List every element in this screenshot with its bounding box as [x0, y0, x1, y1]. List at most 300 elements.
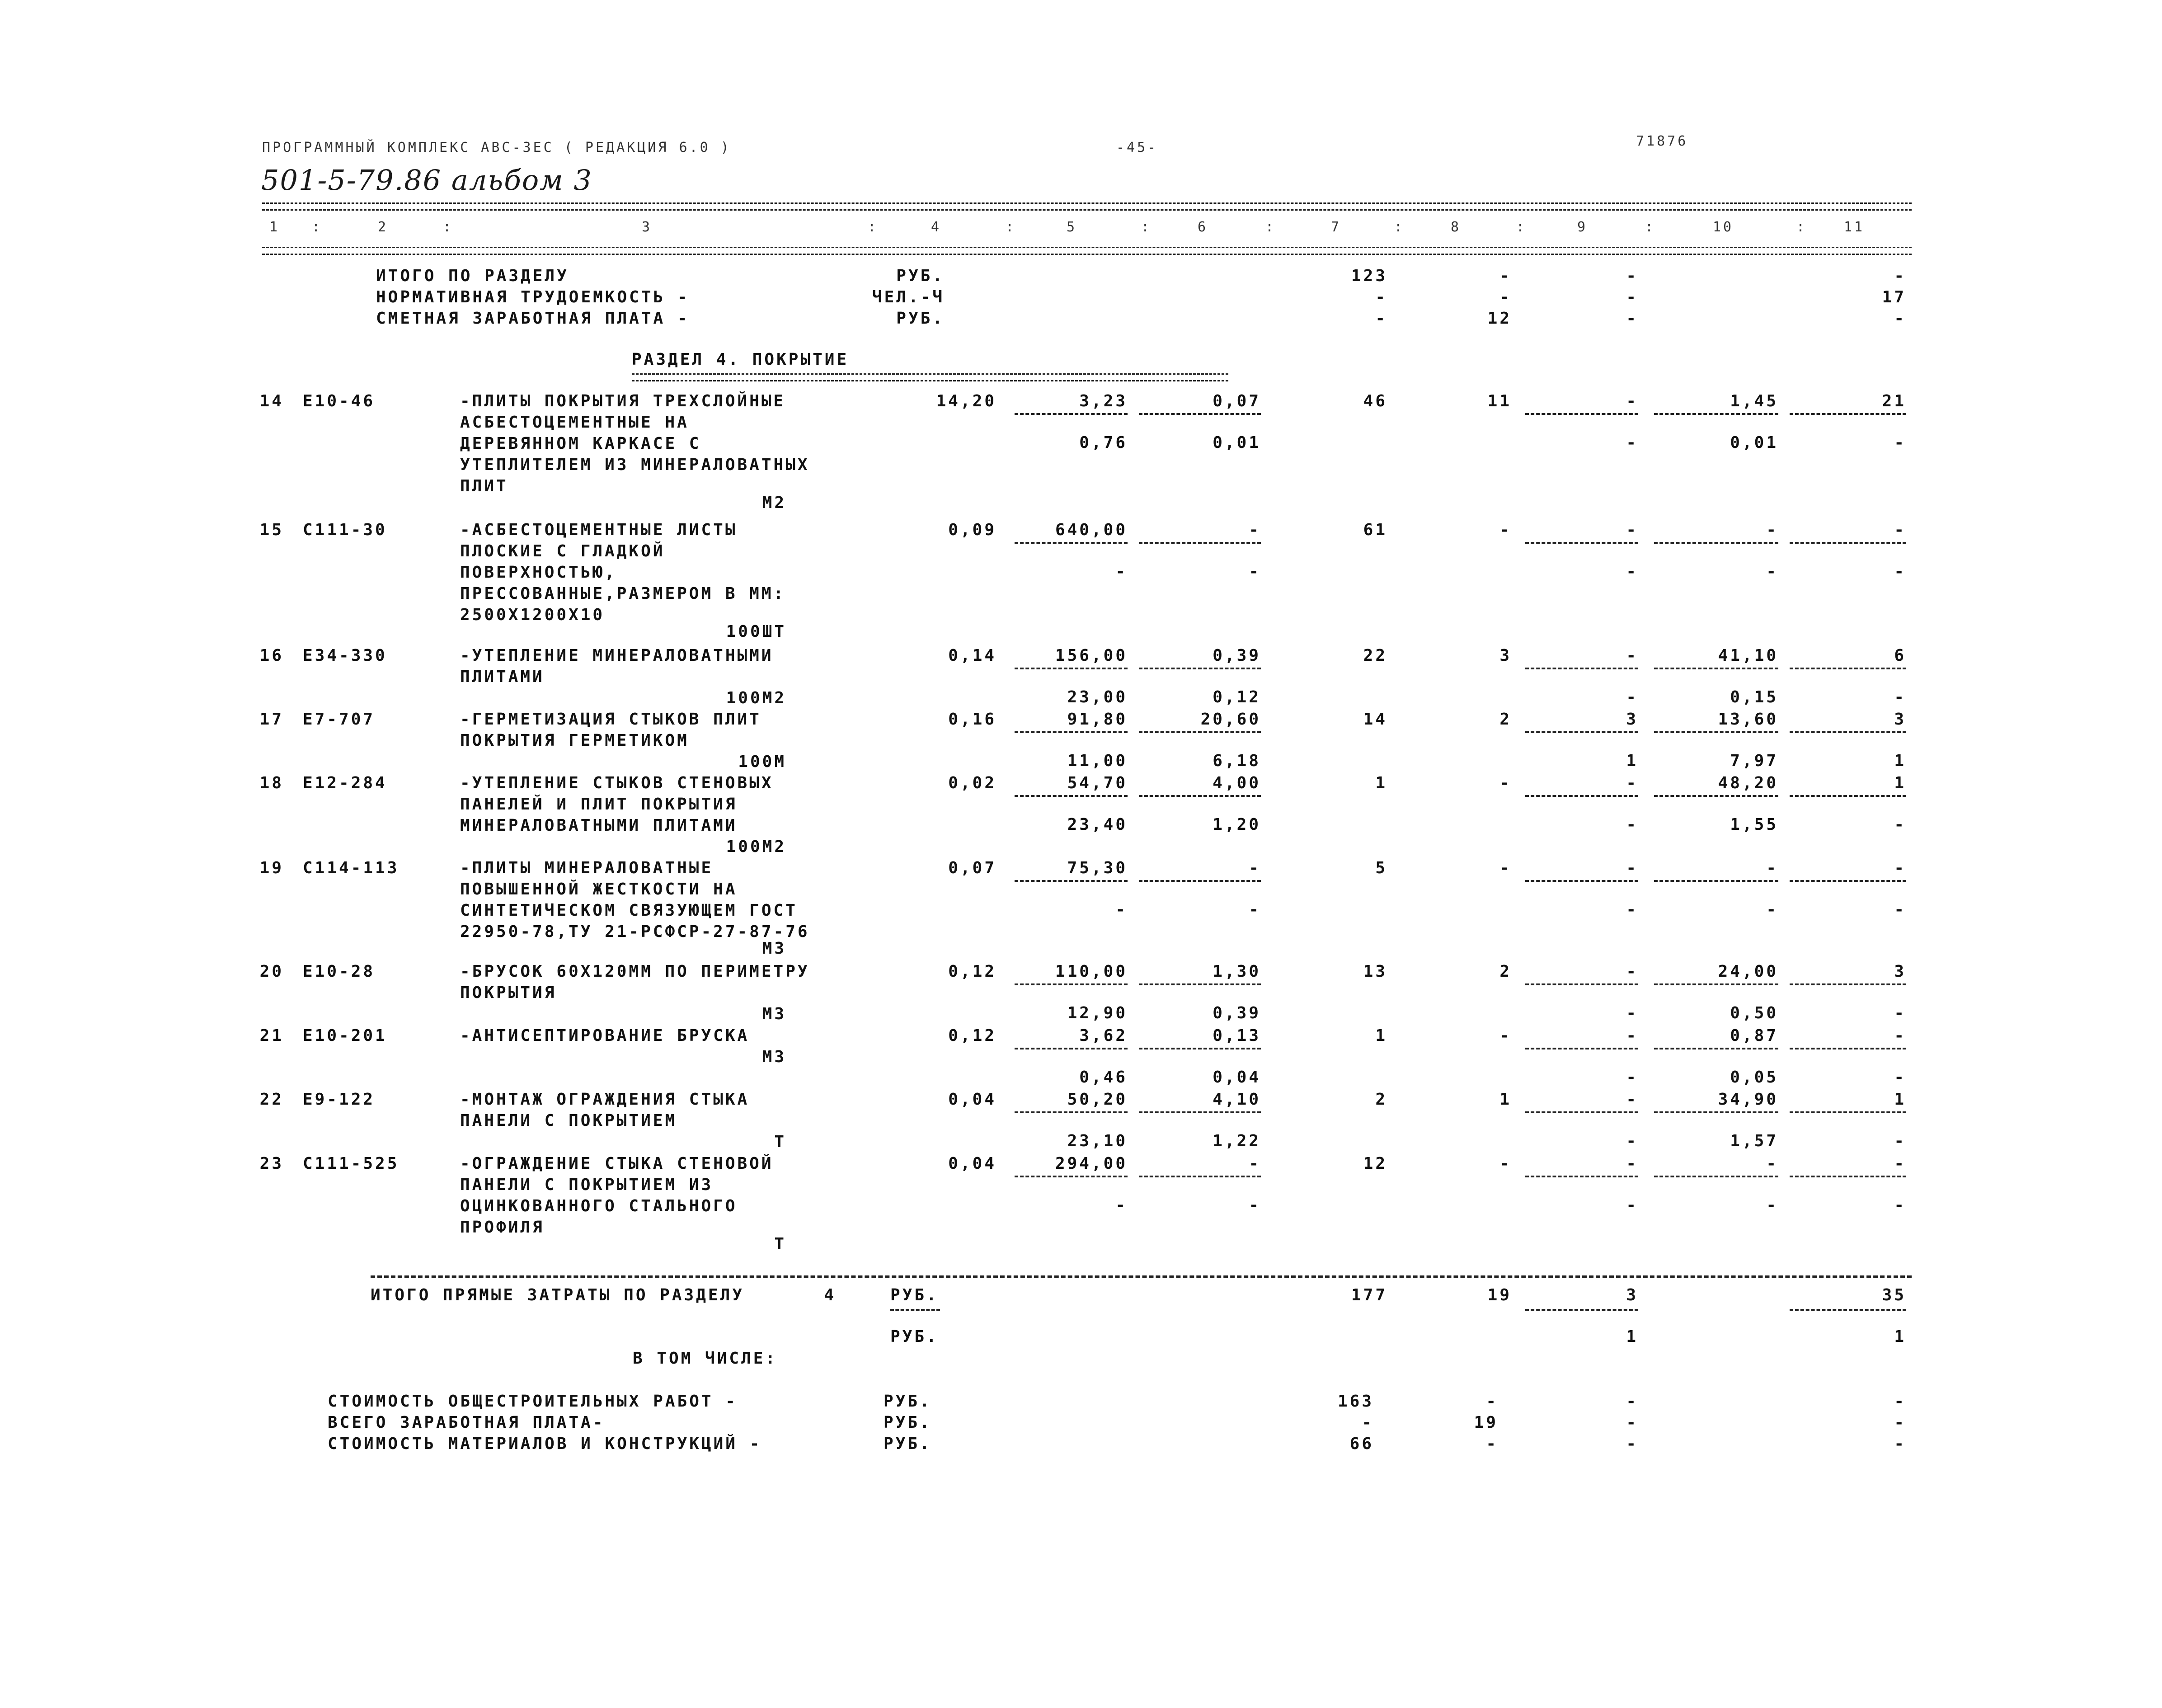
item-labor-machine: 0,01	[1730, 433, 1778, 452]
item-col9-divider	[1525, 1048, 1638, 1049]
breakdown-unit: РУБ.	[884, 1413, 932, 1432]
item-col11-divider	[1790, 795, 1906, 797]
item-unit-machine-wage: 0,01	[1213, 433, 1261, 452]
item-total-labor: 3	[1894, 962, 1906, 981]
total-col8: -	[1499, 267, 1512, 285]
item-col10-divider	[1654, 983, 1778, 985]
item-unit-wage: -	[1115, 900, 1128, 919]
item-code: С111-525	[303, 1154, 400, 1173]
item-col11-divider	[1790, 983, 1906, 985]
item-col9-lower: -	[1626, 1196, 1638, 1214]
item-quantity: 0,09	[948, 521, 996, 539]
item-cost-divider	[1015, 731, 1128, 733]
column-number: 10	[1713, 219, 1734, 235]
item-description: ПРЕССОВАННЫЕ,РАЗМЕРОМ В ММ:	[460, 584, 786, 603]
item-code: Е12-284	[303, 774, 387, 792]
breakdown-col7: 163	[1337, 1392, 1374, 1411]
item-description: 2500Х1200Х10	[460, 606, 605, 624]
item-total-labor-machine: -	[1894, 1132, 1906, 1150]
item-unit-machine-wage: -	[1249, 1196, 1261, 1214]
item-total-wages: 11	[1487, 392, 1512, 410]
item-quantity: 0,16	[948, 710, 996, 729]
header-bottom-rule	[262, 247, 1912, 255]
breakdown-col8: -	[1486, 1435, 1498, 1453]
item-unit-operation: 4,00	[1213, 774, 1261, 792]
item-total-cost: 14	[1363, 710, 1387, 729]
item-total-wages: -	[1499, 774, 1512, 792]
item-col11-divider	[1790, 668, 1906, 669]
item-labor-per-unit: 24,00	[1718, 962, 1778, 981]
direct-costs-col9: 3	[1626, 1286, 1638, 1304]
item-code: Е34-330	[303, 646, 387, 665]
item-quantity: 0,04	[948, 1154, 996, 1173]
item-col9-divider	[1525, 983, 1638, 985]
item-description: -ГЕРМЕТИЗАЦИЯ СТЫКОВ ПЛИТ	[460, 710, 761, 729]
breakdown-col11: -	[1894, 1413, 1906, 1432]
item-cost-divider	[1015, 542, 1128, 544]
item-col9-lower: -	[1626, 815, 1638, 834]
item-quantity: 0,12	[948, 1026, 996, 1045]
breakdown-col8: -	[1486, 1392, 1498, 1411]
item-col9: -	[1626, 1090, 1638, 1109]
item-operation-divider	[1139, 542, 1261, 544]
item-col9-divider	[1525, 880, 1638, 882]
item-unit-wage: -	[1115, 562, 1128, 581]
item-col9: -	[1626, 774, 1638, 792]
item-description: ПАНЕЛИ С ПОКРЫТИЕМ ИЗ	[460, 1176, 714, 1194]
item-cost-divider	[1015, 983, 1128, 985]
item-total-labor: 3	[1894, 710, 1906, 729]
item-col9-lower: -	[1626, 562, 1638, 581]
item-total-cost: 61	[1363, 521, 1387, 539]
column-number: 7	[1331, 219, 1342, 235]
item-unit: М3	[762, 1005, 786, 1023]
item-col9-lower: -	[1626, 1132, 1638, 1150]
including-label: В ТОМ ЧИСЛЕ:	[633, 1349, 778, 1368]
item-col11-divider	[1790, 1111, 1906, 1113]
column-separator: :	[1394, 219, 1405, 235]
direct-costs-col7: 177	[1351, 1286, 1387, 1304]
item-unit-cost: 294,00	[1055, 1154, 1128, 1173]
item-description: -ПЛИТЫ ПОКРЫТИЯ ТРЕХСЛОЙНЫЕ	[460, 392, 786, 410]
item-total-cost: 1	[1375, 1026, 1387, 1045]
item-unit-machine-wage: -	[1249, 562, 1261, 581]
item-description: ПОКРЫТИЯ	[460, 983, 557, 1002]
item-unit-cost: 91,80	[1067, 710, 1128, 729]
breakdown-col8: 19	[1474, 1413, 1498, 1432]
direct-costs-section: 4	[824, 1286, 836, 1304]
column-separator: :	[312, 219, 323, 235]
item-col10-divider	[1654, 880, 1778, 882]
item-operation-divider	[1139, 1048, 1261, 1049]
item-unit-cost: 75,30	[1067, 859, 1128, 877]
section-title: РАЗДЕЛ 4. ПОКРЫТИЕ	[632, 350, 849, 369]
item-total-cost: 2	[1375, 1090, 1387, 1109]
item-unit: М3	[762, 1048, 786, 1066]
total-col7: -	[1375, 288, 1387, 306]
totals-rule	[371, 1275, 1912, 1278]
item-total-cost: 46	[1363, 392, 1387, 410]
item-col11-divider	[1790, 542, 1906, 544]
item-col10-divider	[1654, 1048, 1778, 1049]
item-col10-divider	[1654, 542, 1778, 544]
breakdown-col11: -	[1894, 1435, 1906, 1453]
item-number: 19	[259, 859, 284, 877]
item-col9: -	[1626, 392, 1638, 410]
direct-costs-col9-lower: 1	[1626, 1327, 1638, 1346]
item-number: 14	[259, 392, 284, 410]
item-number: 21	[259, 1026, 284, 1045]
item-unit-machine-wage: 0,12	[1213, 688, 1261, 706]
direct-costs-col11-lower: 1	[1894, 1327, 1906, 1346]
item-unit-cost: 54,70	[1067, 774, 1128, 792]
column-number: 8	[1451, 219, 1462, 235]
item-cost-divider	[1015, 1111, 1128, 1113]
breakdown-col7: -	[1362, 1413, 1374, 1432]
item-code: Е9-122	[303, 1090, 376, 1109]
item-unit-operation: 0,13	[1213, 1026, 1261, 1045]
item-total-wages: -	[1499, 521, 1512, 539]
item-code: Е10-201	[303, 1026, 387, 1045]
item-col9-lower: -	[1626, 1068, 1638, 1087]
item-total-labor: -	[1894, 1154, 1906, 1173]
item-cost-divider	[1015, 795, 1128, 797]
item-total-labor-machine: -	[1894, 1196, 1906, 1214]
item-number: 18	[259, 774, 284, 792]
breakdown-label: СТОИМОСТЬ МАТЕРИАЛОВ И КОНСТРУКЦИЙ -	[328, 1435, 762, 1453]
item-labor-machine: 1,57	[1730, 1132, 1778, 1150]
total-col11: 17	[1882, 288, 1906, 306]
item-labor-per-unit: 48,20	[1718, 774, 1778, 792]
breakdown-label: СТОИМОСТЬ ОБЩЕСТРОИТЕЛЬНЫХ РАБОТ -	[328, 1392, 738, 1411]
item-total-labor-machine: 1	[1894, 752, 1906, 770]
item-number: 20	[259, 962, 284, 981]
item-total-labor: -	[1894, 859, 1906, 877]
column-number: 9	[1577, 219, 1588, 235]
item-col9-lower: -	[1626, 1004, 1638, 1022]
column-separator: :	[443, 219, 454, 235]
total-col9: -	[1626, 288, 1638, 306]
item-labor-per-unit: -	[1766, 859, 1778, 877]
column-separator: :	[1265, 219, 1276, 235]
item-col9-lower: -	[1626, 900, 1638, 919]
item-operation-divider	[1139, 1111, 1261, 1113]
item-quantity: 14,20	[936, 392, 996, 410]
item-unit: 100М2	[726, 689, 786, 707]
item-total-labor: 1	[1894, 1090, 1906, 1109]
breakdown-col7: 66	[1349, 1435, 1374, 1453]
item-labor-per-unit: 13,60	[1718, 710, 1778, 729]
total-col9: -	[1626, 267, 1638, 285]
item-col9-lower: -	[1626, 688, 1638, 706]
item-code: Е7-707	[303, 710, 376, 729]
item-operation-divider	[1139, 1176, 1261, 1177]
item-unit-wage: 23,40	[1067, 815, 1128, 834]
item-col11-divider	[1790, 1176, 1906, 1177]
program-header: ПРОГРАММНЫЙ КОМПЛЕКС АВС-ЗЕС ( РЕДАКЦИЯ 6.0 )	[262, 140, 731, 155]
breakdown-unit: РУБ.	[884, 1435, 932, 1453]
item-description: ПАНЕЛЕЙ И ПЛИТ ПОКРЫТИЯ	[460, 795, 738, 814]
item-operation-divider	[1139, 413, 1261, 415]
column-number: 11	[1844, 219, 1865, 235]
total-col11: -	[1894, 309, 1906, 328]
item-unit-operation: 20,60	[1200, 710, 1261, 729]
direct-col11-divider	[1790, 1309, 1906, 1311]
item-unit-wage: 23,10	[1067, 1132, 1128, 1150]
item-unit-operation: 1,30	[1213, 962, 1261, 981]
item-total-labor-machine: -	[1894, 815, 1906, 834]
item-quantity: 0,04	[948, 1090, 996, 1109]
section-title-underline	[632, 373, 1228, 381]
item-description: -АСБЕСТОЦЕМЕНТНЫЕ ЛИСТЫ	[460, 521, 738, 539]
total-label: НОРМАТИВНАЯ ТРУДОЕМКОСТЬ -	[376, 288, 690, 306]
item-total-labor: -	[1894, 1026, 1906, 1045]
item-total-wages: 3	[1499, 646, 1512, 665]
item-unit-cost: 110,00	[1055, 962, 1128, 981]
item-operation-divider	[1139, 731, 1261, 733]
item-unit-machine-wage: 0,04	[1213, 1068, 1261, 1087]
column-separator: :	[1796, 219, 1807, 235]
item-description: -УТЕПЛЕНИЕ СТЫКОВ СТЕНОВЫХ	[460, 774, 774, 792]
item-total-cost: 13	[1363, 962, 1387, 981]
item-labor-per-unit: 1,45	[1730, 392, 1778, 410]
item-description: -АНТИСЕПТИРОВАНИЕ БРУСКА	[460, 1026, 750, 1045]
handwritten-album-note: 501-5-79.86 альбом 3	[261, 164, 592, 197]
item-operation-divider	[1139, 668, 1261, 669]
item-labor-machine: 0,15	[1730, 688, 1778, 706]
total-col8: 12	[1487, 309, 1512, 328]
item-col9-lower: -	[1626, 433, 1638, 452]
item-unit: М2	[762, 494, 786, 512]
item-total-labor-machine: -	[1894, 900, 1906, 919]
item-description: УТЕПЛИТЕЛЕМ ИЗ МИНЕРАЛОВАТНЫХ	[460, 456, 810, 474]
item-unit: Т	[774, 1235, 786, 1253]
item-unit-wage: 0,76	[1079, 433, 1128, 452]
item-col9-divider	[1525, 795, 1638, 797]
item-description: -ОГРАЖДЕНИЕ СТЫКА СТЕНОВОЙ	[460, 1154, 774, 1173]
item-col9-divider	[1525, 668, 1638, 669]
item-total-labor-machine: -	[1894, 688, 1906, 706]
item-unit-cost: 3,23	[1079, 392, 1128, 410]
item-operation-divider	[1139, 880, 1261, 882]
item-unit-machine-wage: 1,22	[1213, 1132, 1261, 1150]
total-unit: ЧЕЛ.-Ч	[872, 288, 945, 306]
item-col9: 3	[1626, 710, 1638, 729]
item-labor-per-unit: -	[1766, 1154, 1778, 1173]
column-number: 3	[642, 219, 653, 235]
item-col10-divider	[1654, 795, 1778, 797]
breakdown-col11: -	[1894, 1392, 1906, 1411]
item-cost-divider	[1015, 413, 1128, 415]
item-quantity: 0,14	[948, 646, 996, 665]
item-description: -БРУСОК 60Х120ММ ПО ПЕРИМЕТРУ	[460, 962, 810, 981]
item-description: ПЛИТ	[460, 477, 508, 495]
item-unit-wage: 12,90	[1067, 1004, 1128, 1022]
column-separator: :	[868, 219, 879, 235]
item-description: ПОВЕРХНОСТЬЮ,	[460, 563, 617, 582]
item-total-wages: 2	[1499, 710, 1512, 729]
item-total-labor-machine: -	[1894, 433, 1906, 452]
item-unit-cost: 3,62	[1079, 1026, 1128, 1045]
breakdown-col9: -	[1626, 1413, 1638, 1432]
column-number: 2	[378, 219, 389, 235]
item-col11-divider	[1790, 413, 1906, 415]
item-cost-divider	[1015, 1176, 1128, 1177]
item-col10-divider	[1654, 668, 1778, 669]
item-col9-divider	[1525, 542, 1638, 544]
item-col10-divider	[1654, 413, 1778, 415]
item-unit-cost: 640,00	[1055, 521, 1128, 539]
item-col11-divider	[1790, 731, 1906, 733]
item-description: -ПЛИТЫ МИНЕРАЛОВАТНЫЕ	[460, 859, 714, 877]
item-total-wages: -	[1499, 1154, 1512, 1173]
breakdown-col9: -	[1626, 1392, 1638, 1411]
item-labor-per-unit: -	[1766, 521, 1778, 539]
item-col9: -	[1626, 1026, 1638, 1045]
item-code: С114-113	[303, 859, 400, 877]
direct-costs-col8: 19	[1487, 1286, 1512, 1304]
item-description: ПОВЫШЕННОЙ ЖЕСТКОСТИ НА	[460, 880, 738, 899]
item-description: ПОКРЫТИЯ ГЕРМЕТИКОМ	[460, 731, 689, 750]
item-total-labor-machine: -	[1894, 562, 1906, 581]
item-description: СИНТЕТИЧЕСКОМ СВЯЗУЮЩЕМ ГОСТ	[460, 901, 798, 920]
item-operation-divider	[1139, 795, 1261, 797]
page-number: -45-	[1116, 140, 1158, 155]
column-separator: :	[1006, 219, 1016, 235]
item-col9: -	[1626, 521, 1638, 539]
item-unit-wage: 23,00	[1067, 688, 1128, 706]
breakdown-unit: РУБ.	[884, 1392, 932, 1411]
item-description: ОЦИНКОВАННОГО СТАЛЬНОГО	[460, 1197, 738, 1215]
column-number: 4	[931, 219, 942, 235]
item-labor-machine: 0,05	[1730, 1068, 1778, 1087]
item-total-cost: 1	[1375, 774, 1387, 792]
item-total-labor-machine: -	[1894, 1004, 1906, 1022]
breakdown-col9: -	[1626, 1435, 1638, 1453]
item-col10-divider	[1654, 731, 1778, 733]
unit-divider	[890, 1309, 940, 1311]
item-unit-wage: 11,00	[1067, 752, 1128, 770]
column-number: 5	[1067, 219, 1077, 235]
item-unit: 100М	[738, 753, 786, 771]
item-col9-divider	[1525, 731, 1638, 733]
item-unit-operation: -	[1249, 859, 1261, 877]
item-labor-per-unit: 34,90	[1718, 1090, 1778, 1109]
item-total-labor-machine: -	[1894, 1068, 1906, 1087]
item-total-cost: 22	[1363, 646, 1387, 665]
column-separator: :	[1141, 219, 1152, 235]
column-number: 1	[269, 219, 280, 235]
item-unit-operation: 0,39	[1213, 646, 1261, 665]
total-label: ИТОГО ПО РАЗДЕЛУ	[376, 267, 569, 285]
item-unit-machine-wage: -	[1249, 900, 1261, 919]
item-total-labor: 6	[1894, 646, 1906, 665]
item-code: Е10-46	[303, 392, 376, 410]
item-total-labor: -	[1894, 521, 1906, 539]
total-col7: 123	[1351, 267, 1387, 285]
item-operation-divider	[1139, 983, 1261, 985]
column-separator: :	[1645, 219, 1656, 235]
item-total-labor: 1	[1894, 774, 1906, 792]
item-cost-divider	[1015, 1048, 1128, 1049]
item-cost-divider	[1015, 880, 1128, 882]
column-separator: :	[1516, 219, 1527, 235]
item-number: 16	[259, 646, 284, 665]
item-unit-machine-wage: 0,39	[1213, 1004, 1261, 1022]
item-number: 23	[259, 1154, 284, 1173]
item-unit: 100ШТ	[726, 622, 786, 641]
item-col11-divider	[1790, 1048, 1906, 1049]
item-number: 15	[259, 521, 284, 539]
document-code: 71876	[1636, 133, 1688, 149]
item-description: ПАНЕЛИ С ПОКРЫТИЕМ	[460, 1111, 677, 1130]
item-total-wages: -	[1499, 859, 1512, 877]
total-col11: -	[1894, 267, 1906, 285]
item-unit-machine-wage: 6,18	[1213, 752, 1261, 770]
total-unit: РУБ.	[896, 309, 945, 328]
item-unit-machine-wage: 1,20	[1213, 815, 1261, 834]
item-cost-divider	[1015, 668, 1128, 669]
item-description: -УТЕПЛЕНИЕ МИНЕРАЛОВАТНЫМИ	[460, 646, 774, 665]
item-labor-machine: -	[1766, 1196, 1778, 1214]
item-quantity: 0,07	[948, 859, 996, 877]
item-col9: -	[1626, 1154, 1638, 1173]
header-top-rule	[262, 202, 1912, 211]
total-unit: РУБ.	[896, 267, 945, 285]
item-total-wages: 2	[1499, 962, 1512, 981]
item-labor-machine: -	[1766, 562, 1778, 581]
item-unit: М3	[762, 939, 786, 958]
item-unit-operation: 0,07	[1213, 392, 1261, 410]
item-description: МИНЕРАЛОВАТНЫМИ ПЛИТАМИ	[460, 816, 738, 835]
breakdown-label: ВСЕГО ЗАРАБОТНАЯ ПЛАТА-	[328, 1413, 605, 1432]
direct-costs-col11: 35	[1882, 1286, 1906, 1304]
item-col9-divider	[1525, 1176, 1638, 1177]
column-number: 6	[1198, 219, 1208, 235]
item-total-wages: -	[1499, 1026, 1512, 1045]
item-col9: -	[1626, 646, 1638, 665]
item-col9-divider	[1525, 1111, 1638, 1113]
total-col8: -	[1499, 288, 1512, 306]
item-col9-lower: 1	[1626, 752, 1638, 770]
direct-costs-unit-lower: РУБ.	[890, 1327, 939, 1346]
item-number: 17	[259, 710, 284, 729]
item-col9: -	[1626, 962, 1638, 981]
item-unit-cost: 156,00	[1055, 646, 1128, 665]
item-code: Е10-28	[303, 962, 376, 981]
item-description: ПРОФИЛЯ	[460, 1218, 545, 1237]
item-labor-per-unit: 41,10	[1718, 646, 1778, 665]
item-labor-per-unit: 0,87	[1730, 1026, 1778, 1045]
item-description: 22950-78,ТУ 21-РСФСР-27-87-76	[460, 922, 810, 941]
item-labor-machine: 7,97	[1730, 752, 1778, 770]
item-total-cost: 5	[1375, 859, 1387, 877]
item-col11-divider	[1790, 880, 1906, 882]
item-description: АСБЕСТОЦЕМЕНТНЫЕ НА	[460, 413, 689, 432]
item-unit-operation: 4,10	[1213, 1090, 1261, 1109]
item-description: -МОНТАЖ ОГРАЖДЕНИЯ СТЫКА	[460, 1090, 750, 1109]
direct-col9-divider	[1525, 1309, 1638, 1311]
item-col10-divider	[1654, 1111, 1778, 1113]
item-labor-machine: -	[1766, 900, 1778, 919]
item-description: ПЛИТАМИ	[460, 668, 545, 686]
item-total-wages: 1	[1499, 1090, 1512, 1109]
total-label: СМЕТНАЯ ЗАРАБОТНАЯ ПЛАТА -	[376, 309, 690, 328]
item-col9: -	[1626, 859, 1638, 877]
item-unit-wage: -	[1115, 1196, 1128, 1214]
item-labor-machine: 0,50	[1730, 1004, 1778, 1022]
item-labor-machine: 1,55	[1730, 815, 1778, 834]
